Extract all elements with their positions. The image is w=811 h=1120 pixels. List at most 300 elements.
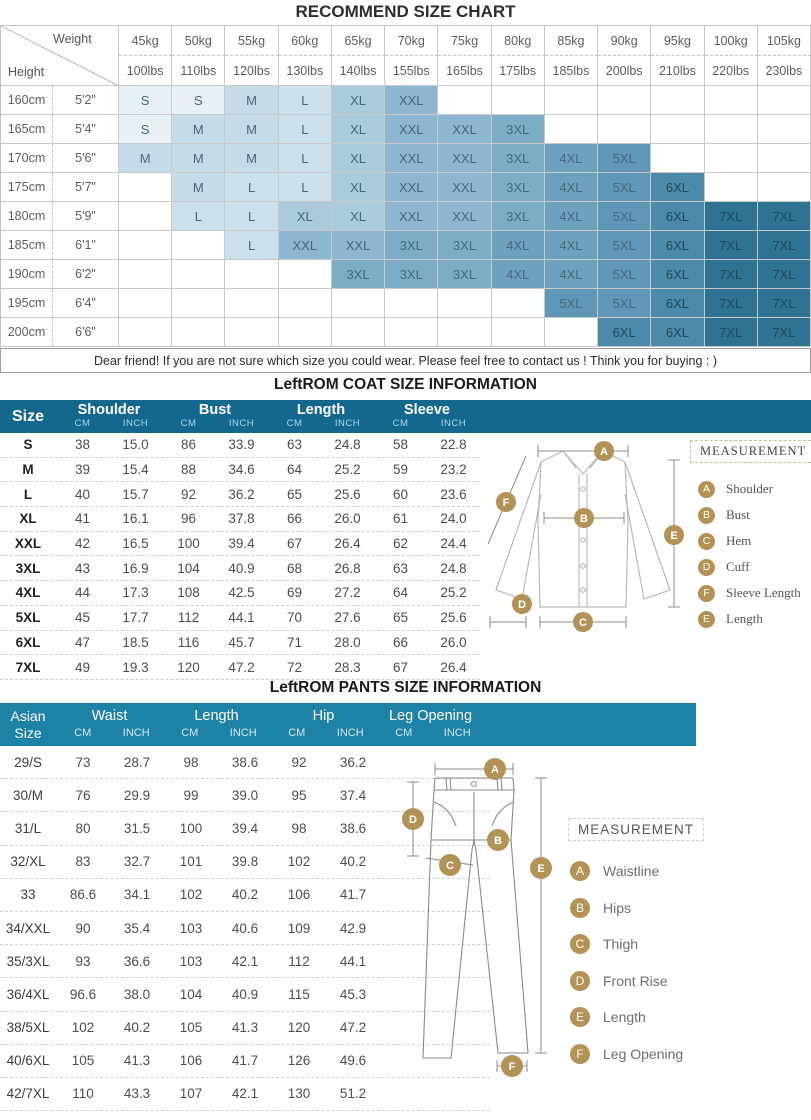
size-cell	[492, 318, 545, 347]
measurement-label: Front Rise	[603, 972, 668, 989]
value-cell: 42.1	[231, 953, 259, 969]
size-cell: M	[225, 144, 278, 173]
value-cell: 26.4	[440, 659, 467, 675]
table-row	[0, 655, 480, 680]
size-cell: S	[119, 86, 172, 115]
contact-note	[0, 348, 811, 373]
size-label-cell: L	[23, 486, 33, 502]
value-cell: 36.2	[339, 754, 367, 770]
value-cell: 44	[74, 585, 91, 601]
size-cell: XL	[332, 202, 385, 231]
height-cm-cell: 190cm	[1, 260, 53, 289]
size-cell: 7XL	[758, 318, 811, 347]
size-cell	[545, 115, 598, 144]
size-cell: 7XL	[705, 289, 758, 318]
size-cell: 7XL	[758, 260, 811, 289]
measurement-legend-item	[568, 890, 698, 927]
inch-label: INCH	[229, 727, 257, 739]
size-cell: 6XL	[651, 173, 704, 202]
size-cell: L	[225, 202, 278, 231]
value-cell: 25.2	[440, 585, 467, 601]
cuff-badge	[512, 594, 532, 614]
inch-label: INCH	[122, 418, 149, 429]
value-cell: 98	[291, 820, 307, 836]
size-cell: L	[279, 115, 332, 144]
value-cell: 59	[392, 462, 409, 478]
value-cell: 102	[179, 887, 203, 903]
pants-header-group	[163, 708, 270, 739]
measurement-legend-item	[568, 1036, 698, 1073]
length-badge	[664, 525, 684, 545]
value-cell: 31.5	[123, 820, 151, 836]
measurement-label: Length	[726, 611, 763, 626]
bust-badge	[574, 508, 594, 528]
value-cell: 107	[179, 1086, 203, 1102]
cm-inch-labels	[268, 418, 374, 429]
value-cell: 15.7	[122, 486, 149, 502]
value-cell: 39.8	[231, 854, 259, 870]
value-cell: 76	[75, 787, 91, 803]
size-cell: XXL	[385, 144, 438, 173]
value-cell: 18.5	[122, 634, 149, 650]
value-cell: 112	[177, 610, 200, 626]
size-label-cell: 30/M	[12, 787, 43, 803]
value-cell: 42.1	[231, 1086, 259, 1102]
size-label-cell: 4XL	[15, 585, 41, 601]
size-cell	[172, 289, 225, 318]
size-cell	[385, 289, 438, 318]
size-cell: 5XL	[598, 173, 651, 202]
size-label-cell: 33	[20, 887, 36, 903]
inch-label: INCH	[122, 727, 150, 739]
value-cell: 15.4	[122, 462, 149, 478]
value-cell: 95	[291, 787, 307, 803]
height-cm-cell: 195cm	[1, 289, 53, 318]
pants-legend-items	[568, 853, 698, 1072]
column-group-label: Bust	[198, 402, 232, 418]
measurement-badge: B	[570, 898, 590, 918]
value-cell: 126	[287, 1053, 311, 1069]
value-cell: 42.5	[228, 585, 255, 601]
measurement-label: Shoulder	[726, 481, 773, 496]
size-cell: 7XL	[758, 289, 811, 318]
value-cell: 71	[286, 634, 303, 650]
weight-lbs-header: 140lbs	[332, 56, 385, 86]
size-cell: 4XL	[492, 231, 545, 260]
value-cell: 41	[74, 511, 91, 527]
svg-text:C: C	[446, 860, 454, 872]
value-cell: 42.9	[339, 920, 367, 936]
svg-text:E: E	[670, 530, 678, 542]
value-cell: 17.3	[122, 585, 149, 601]
measurement-label: Thigh	[603, 936, 639, 953]
weight-lbs-header: 165lbs	[438, 56, 491, 86]
value-cell: 24.4	[440, 536, 467, 552]
pants-length-badge	[530, 857, 552, 879]
size-cell: XL	[279, 202, 332, 231]
value-cell: 37.4	[339, 787, 367, 803]
size-cell: XL	[332, 144, 385, 173]
size-cell: 5XL	[598, 202, 651, 231]
weight-lbs-header: 230lbs	[758, 56, 811, 86]
value-cell: 106	[179, 1053, 203, 1069]
size-cell	[332, 289, 385, 318]
weight-kg-header: 90kg	[598, 26, 651, 56]
coat-table-body	[0, 433, 480, 680]
size-cell: 5XL	[598, 260, 651, 289]
svg-text:F: F	[502, 497, 510, 509]
value-cell: 58	[392, 437, 409, 453]
height-cm-cell: 180cm	[1, 202, 53, 231]
pants-measurement-diagram	[398, 748, 568, 1083]
size-cell: L	[279, 144, 332, 173]
size-label: Size	[14, 724, 42, 741]
measurement-badge: C	[698, 533, 715, 550]
size-cell: 4XL	[492, 260, 545, 289]
column-group-label: Length	[194, 708, 239, 724]
size-cell: XXL	[438, 115, 491, 144]
value-cell: 15.0	[122, 437, 149, 453]
height-cm-cell: 200cm	[1, 318, 53, 347]
inch-label: INCH	[334, 418, 361, 429]
size-label-cell: 36/4XL	[6, 986, 50, 1002]
value-cell: 26.4	[334, 536, 361, 552]
size-label-cell: 7XL	[15, 659, 41, 675]
cm-inch-labels	[377, 727, 484, 739]
value-cell: 45	[74, 610, 91, 626]
value-cell: 40.6	[231, 920, 259, 936]
weight-lbs-header: 120lbs	[225, 56, 278, 86]
value-cell: 23.6	[440, 486, 467, 502]
size-cell	[225, 289, 278, 318]
value-cell: 98	[183, 754, 199, 770]
size-cell: 3XL	[492, 144, 545, 173]
measurement-legend-item	[568, 926, 698, 963]
measurement-label: Leg Opening	[603, 1045, 684, 1062]
size-cell	[119, 289, 172, 318]
value-cell: 105	[71, 1053, 95, 1069]
value-cell: 45.7	[228, 634, 255, 650]
svg-text:D: D	[409, 814, 417, 826]
size-label-cell: 31/L	[14, 820, 42, 836]
shoulder-badge	[594, 441, 614, 461]
value-cell: 41.3	[231, 1020, 259, 1036]
height-ft-cell: 6'1"	[53, 231, 119, 260]
size-cell: 6XL	[651, 289, 704, 318]
value-cell: 22.8	[440, 437, 467, 453]
size-cell: 5XL	[545, 289, 598, 318]
value-cell: 39.4	[228, 536, 255, 552]
size-cell	[119, 260, 172, 289]
measurement-badge: E	[698, 611, 715, 628]
weight-lbs-header: 185lbs	[545, 56, 598, 86]
weight-kg-header: 65kg	[332, 26, 385, 56]
value-cell: 38	[74, 437, 91, 453]
pants-header-group	[270, 708, 377, 739]
column-group-label: Length	[296, 402, 346, 418]
value-cell: 37.8	[228, 511, 255, 527]
value-cell: 25.2	[334, 462, 361, 478]
size-cell: M	[119, 144, 172, 173]
svg-text:A: A	[600, 446, 608, 458]
size-cell	[119, 318, 172, 347]
value-cell: 28.3	[334, 659, 361, 675]
cm-inch-labels	[56, 418, 162, 429]
value-cell: 116	[177, 634, 200, 650]
shirt-measurement-diagram	[478, 432, 693, 650]
hips-badge	[487, 829, 509, 851]
value-cell: 36.2	[228, 486, 255, 502]
column-group-label: Sleeve	[404, 402, 450, 418]
size-label-cell: 3XL	[15, 560, 41, 576]
size-cell: 4XL	[545, 144, 598, 173]
value-cell: 16.1	[122, 511, 149, 527]
size-cell: 4XL	[545, 260, 598, 289]
weight-lbs-header: 200lbs	[598, 56, 651, 86]
value-cell: 80	[75, 820, 91, 836]
value-cell: 24.0	[440, 511, 467, 527]
value-cell: 28.0	[334, 634, 361, 650]
cm-inch-labels	[56, 727, 163, 739]
size-cell: XXL	[438, 202, 491, 231]
coat-measurement-legend	[690, 440, 810, 632]
measurement-label: Hem	[726, 533, 752, 548]
pants-header-group	[56, 708, 163, 739]
value-cell: 66	[392, 634, 409, 650]
table-row	[0, 458, 480, 483]
value-cell: 36.6	[123, 953, 151, 969]
measurement-legend-item	[690, 580, 810, 606]
height-ft-cell: 6'2"	[53, 260, 119, 289]
size-cell: M	[172, 115, 225, 144]
weight-lbs-header: 220lbs	[705, 56, 758, 86]
height-cm-cell: 185cm	[1, 231, 53, 260]
size-cell: M	[172, 144, 225, 173]
svg-text:B: B	[494, 835, 502, 847]
value-cell: 26.0	[440, 634, 467, 650]
value-cell: 100	[177, 536, 200, 552]
pants-measurement-title: MEASUREMENT	[568, 818, 704, 841]
size-cell	[119, 202, 172, 231]
size-label-cell: 40/6XL	[6, 1053, 50, 1069]
waistline-badge	[484, 758, 506, 780]
value-cell: 16.5	[122, 536, 149, 552]
pants-size-column-header	[0, 703, 56, 746]
size-cell: S	[172, 86, 225, 115]
table-row	[0, 581, 480, 606]
coat-header-group	[162, 402, 268, 429]
measurement-badge: F	[570, 1044, 590, 1064]
value-cell: 42	[74, 536, 91, 552]
size-cell: 7XL	[705, 231, 758, 260]
measurement-legend-item	[690, 528, 810, 554]
value-cell: 35.4	[123, 920, 151, 936]
value-cell: 65	[286, 486, 303, 502]
size-cell: 3XL	[332, 260, 385, 289]
table-row	[0, 482, 480, 507]
size-cell: 7XL	[758, 202, 811, 231]
height-ft-cell: 6'6"	[53, 318, 119, 347]
height-ft-cell: 5'2"	[53, 86, 119, 115]
size-cell	[705, 115, 758, 144]
weight-kg-header: 80kg	[492, 26, 545, 56]
value-cell: 38.6	[339, 820, 367, 836]
size-cell: 3XL	[492, 173, 545, 202]
size-cell: 4XL	[545, 202, 598, 231]
size-cell	[279, 318, 332, 347]
height-ft-cell: 6'4"	[53, 289, 119, 318]
table-row	[0, 631, 480, 656]
size-label-cell: XXL	[14, 536, 42, 552]
weight-lbs-header: 155lbs	[385, 56, 438, 86]
size-cell: XXL	[332, 231, 385, 260]
value-cell: 86.6	[69, 887, 97, 903]
cm-inch-labels	[374, 418, 480, 429]
size-cell: 6XL	[651, 260, 704, 289]
value-cell: 61	[392, 511, 409, 527]
value-cell: 25.6	[440, 610, 467, 626]
measurement-badge: A	[570, 861, 590, 881]
cm-label: CM	[392, 418, 409, 429]
size-cell: 7XL	[758, 231, 811, 260]
weight-kg-header: 75kg	[438, 26, 491, 56]
value-cell: 34.1	[123, 887, 151, 903]
value-cell: 120	[177, 659, 200, 675]
size-label-cell: 42/7XL	[6, 1086, 50, 1102]
thigh-badge	[439, 854, 461, 876]
size-cell	[385, 318, 438, 347]
value-cell: 49.6	[339, 1053, 367, 1069]
size-cell	[705, 144, 758, 173]
value-cell: 73	[75, 754, 91, 770]
table-row	[0, 507, 480, 532]
size-label-cell: 34/XXL	[5, 920, 51, 936]
cm-label: CM	[181, 727, 199, 739]
size-cell: L	[172, 202, 225, 231]
value-cell: 93	[75, 953, 91, 969]
value-cell: 96.6	[69, 986, 97, 1002]
value-cell: 39.0	[231, 787, 259, 803]
size-cell	[279, 260, 332, 289]
value-cell: 40.2	[339, 854, 367, 870]
size-cell	[279, 289, 332, 318]
value-cell: 88	[180, 462, 197, 478]
value-cell: 51.2	[339, 1086, 367, 1102]
svg-text:C: C	[579, 617, 587, 629]
weight-kg-header: 100kg	[705, 26, 758, 56]
value-cell: 43.3	[123, 1086, 151, 1102]
size-cell: 3XL	[492, 115, 545, 144]
measurement-legend-item	[690, 554, 810, 580]
weight-height-corner-cell	[1, 26, 119, 86]
value-cell: 101	[179, 854, 203, 870]
cm-label: CM	[395, 727, 413, 739]
size-cell	[119, 231, 172, 260]
size-cell: M	[225, 86, 278, 115]
size-cell: 3XL	[438, 260, 491, 289]
size-cell: 3XL	[492, 202, 545, 231]
column-group-label: Leg Opening	[388, 708, 473, 724]
value-cell: 115	[288, 986, 310, 1002]
size-cell: 4XL	[545, 231, 598, 260]
value-cell: 96	[180, 511, 197, 527]
size-cell: XL	[332, 173, 385, 202]
size-cell	[545, 318, 598, 347]
coat-header-group	[268, 402, 374, 429]
value-cell: 26.8	[334, 560, 361, 576]
size-cell: L	[225, 173, 278, 202]
value-cell: 39.4	[231, 820, 259, 836]
value-cell: 72	[286, 659, 303, 675]
value-cell: 43	[74, 560, 91, 576]
size-cell	[758, 173, 811, 202]
measurement-label: Waistline	[603, 863, 660, 880]
size-cell	[598, 86, 651, 115]
value-cell: 109	[287, 920, 311, 936]
svg-text:F: F	[508, 1061, 516, 1073]
value-cell: 104	[177, 560, 200, 576]
size-label-cell: S	[23, 437, 33, 453]
size-cell	[545, 86, 598, 115]
weight-kg-header: 85kg	[545, 26, 598, 56]
measurement-badge: F	[698, 585, 715, 602]
size-cell	[172, 318, 225, 347]
size-cell	[119, 173, 172, 202]
measurement-legend-item	[568, 963, 698, 1000]
size-cell: 6XL	[651, 318, 704, 347]
value-cell: 29.9	[123, 787, 151, 803]
cm-inch-labels	[163, 727, 270, 739]
pants-table-header	[0, 703, 696, 746]
value-cell: 92	[291, 754, 307, 770]
weight-kg-header: 95kg	[651, 26, 704, 56]
measurement-legend-item	[690, 502, 810, 528]
size-label-cell: XL	[19, 511, 37, 527]
size-cell: 4XL	[545, 173, 598, 202]
value-cell: 86	[180, 437, 197, 453]
size-cell: XL	[332, 86, 385, 115]
size-cell: XXL	[279, 231, 332, 260]
value-cell: 47	[74, 634, 91, 650]
size-cell	[172, 260, 225, 289]
value-cell: 60	[392, 486, 409, 502]
height-ft-cell: 5'7"	[53, 173, 119, 202]
coat-table-header	[0, 400, 811, 433]
asian-label: Asian	[10, 707, 46, 724]
value-cell: 44.1	[228, 610, 255, 626]
size-cell: XXL	[385, 86, 438, 115]
value-cell: 104	[179, 986, 203, 1002]
size-cell: 5XL	[598, 231, 651, 260]
value-cell: 40.9	[228, 560, 255, 576]
value-cell: 66	[286, 511, 303, 527]
column-group-label: Waist	[91, 708, 128, 724]
contact-note-text: Dear friend! If you are not sure which size you could wear. Please feel free to contact us ! Think you for buying : )	[93, 353, 717, 368]
value-cell: 26.0	[334, 511, 361, 527]
cm-label: CM	[74, 727, 92, 739]
column-group-label: Shoulder	[77, 402, 141, 418]
table-row	[0, 532, 480, 557]
measurement-label: Hips	[603, 899, 632, 916]
front-rise-badge	[402, 808, 424, 830]
value-cell: 63	[392, 560, 409, 576]
measurement-label: Sleeve Length	[726, 585, 801, 600]
leg-opening-badge	[501, 1055, 523, 1077]
weight-axis-label: Weight	[53, 32, 92, 46]
weight-kg-header: 45kg	[119, 26, 172, 56]
coat-section-title: LeftROM COAT SIZE INFORMATION	[274, 376, 537, 393]
table-row	[0, 556, 480, 581]
